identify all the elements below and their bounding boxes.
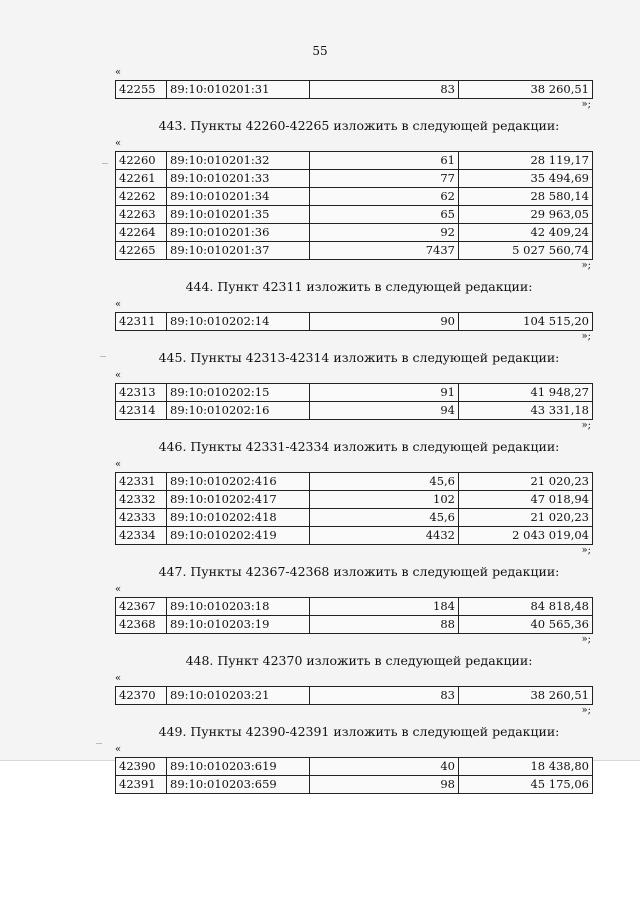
area-cell: 40 <box>310 758 459 776</box>
value-cell: 2 043 019,04 <box>459 527 593 545</box>
value-cell: 28 119,17 <box>459 152 593 170</box>
section-heading: 445. Пункты 42313-42314 изложить в следующей редакции: <box>158 350 560 365</box>
item-number-cell: 42368 <box>116 616 167 634</box>
table-row <box>116 384 593 402</box>
item-number-cell: 42263 <box>116 206 167 224</box>
closing-quote: »; <box>581 260 591 271</box>
cadastral-number-cell: 89:10:010201:32 <box>167 152 310 170</box>
cadastral-number-cell: 89:10:010203:19 <box>167 616 310 634</box>
value-cell: 18 438,80 <box>459 758 593 776</box>
area-cell: 91 <box>310 384 459 402</box>
table-row <box>116 598 593 616</box>
area-cell: 102 <box>310 491 459 509</box>
item-number-cell: 42333 <box>116 509 167 527</box>
amendment-table <box>115 757 593 794</box>
area-cell: 94 <box>310 402 459 420</box>
table-row <box>116 206 593 224</box>
document-body <box>115 66 593 794</box>
value-cell: 41 948,27 <box>459 384 593 402</box>
amendment-table <box>115 151 593 260</box>
area-cell: 62 <box>310 188 459 206</box>
table-row <box>116 687 593 705</box>
item-number-cell: 42260 <box>116 152 167 170</box>
cadastral-number-cell: 89:10:010201:34 <box>167 188 310 206</box>
item-number-cell: 42391 <box>116 776 167 794</box>
item-number-cell: 42311 <box>116 313 167 331</box>
table-row <box>116 152 593 170</box>
item-number-cell: 42314 <box>116 402 167 420</box>
cadastral-number-cell: 89:10:010202:417 <box>167 491 310 509</box>
value-cell: 28 580,14 <box>459 188 593 206</box>
amendment-table <box>115 80 593 99</box>
amendment-table <box>115 686 593 705</box>
item-number-cell: 42390 <box>116 758 167 776</box>
closing-quote: »; <box>581 420 591 431</box>
opening-quote: « <box>115 67 122 78</box>
value-cell: 104 515,20 <box>459 313 593 331</box>
table-row <box>116 616 593 634</box>
value-cell: 29 963,05 <box>459 206 593 224</box>
area-cell: 98 <box>310 776 459 794</box>
cadastral-number-cell: 89:10:010203:18 <box>167 598 310 616</box>
margin-mark <box>102 163 108 164</box>
amendment-table <box>115 383 593 420</box>
opening-quote: « <box>115 138 122 149</box>
area-cell: 45,6 <box>310 509 459 527</box>
area-cell: 184 <box>310 598 459 616</box>
item-number-cell: 42367 <box>116 598 167 616</box>
area-cell: 88 <box>310 616 459 634</box>
cadastral-number-cell: 89:10:010202:418 <box>167 509 310 527</box>
value-cell: 35 494,69 <box>459 170 593 188</box>
opening-quote: « <box>115 673 122 684</box>
table-row <box>116 81 593 99</box>
cadastral-number-cell: 89:10:010201:36 <box>167 224 310 242</box>
closing-quote: »; <box>581 331 591 342</box>
table-row <box>116 188 593 206</box>
cadastral-number-cell: 89:10:010203:21 <box>167 687 310 705</box>
amendment-table <box>115 312 593 331</box>
margin-mark <box>100 356 106 357</box>
area-cell: 61 <box>310 152 459 170</box>
cadastral-number-cell: 89:10:010201:31 <box>167 81 310 99</box>
closing-quote: »; <box>581 99 591 110</box>
cadastral-number-cell: 89:10:010202:14 <box>167 313 310 331</box>
item-number-cell: 42313 <box>116 384 167 402</box>
cadastral-number-cell: 89:10:010201:37 <box>167 242 310 260</box>
page-number: 55 <box>312 44 328 58</box>
table-row <box>116 224 593 242</box>
cadastral-number-cell: 89:10:010202:15 <box>167 384 310 402</box>
value-cell: 40 565,36 <box>459 616 593 634</box>
section-heading: 443. Пункты 42260-42265 изложить в следующей редакции: <box>158 118 560 133</box>
table-row <box>116 170 593 188</box>
closing-quote: »; <box>581 705 591 716</box>
area-cell: 90 <box>310 313 459 331</box>
item-number-cell: 42370 <box>116 687 167 705</box>
table-row <box>116 242 593 260</box>
cadastral-number-cell: 89:10:010202:16 <box>167 402 310 420</box>
section-heading: 448. Пункт 42370 изложить в следующей редакции: <box>185 653 533 668</box>
area-cell: 7437 <box>310 242 459 260</box>
value-cell: 5 027 560,74 <box>459 242 593 260</box>
value-cell: 21 020,23 <box>459 509 593 527</box>
cadastral-number-cell: 89:10:010203:659 <box>167 776 310 794</box>
value-cell: 38 260,51 <box>459 687 593 705</box>
opening-quote: « <box>115 744 122 755</box>
value-cell: 47 018,94 <box>459 491 593 509</box>
area-cell: 4432 <box>310 527 459 545</box>
section-heading: 446. Пункты 42331-42334 изложить в следующей редакции: <box>158 439 560 454</box>
value-cell: 45 175,06 <box>459 776 593 794</box>
table-row <box>116 509 593 527</box>
table-row <box>116 758 593 776</box>
item-number-cell: 42255 <box>116 81 167 99</box>
table-row <box>116 491 593 509</box>
item-number-cell: 42262 <box>116 188 167 206</box>
value-cell: 21 020,23 <box>459 473 593 491</box>
closing-quote: »; <box>581 634 591 645</box>
amendment-table <box>115 472 593 545</box>
value-cell: 43 331,18 <box>459 402 593 420</box>
area-cell: 83 <box>310 81 459 99</box>
cadastral-number-cell: 89:10:010203:619 <box>167 758 310 776</box>
item-number-cell: 42264 <box>116 224 167 242</box>
value-cell: 38 260,51 <box>459 81 593 99</box>
area-cell: 92 <box>310 224 459 242</box>
table-row <box>116 527 593 545</box>
item-number-cell: 42332 <box>116 491 167 509</box>
table-row <box>116 402 593 420</box>
cadastral-number-cell: 89:10:010202:416 <box>167 473 310 491</box>
section-heading: 447. Пункты 42367-42368 изложить в следующей редакции: <box>158 564 560 579</box>
table-row <box>116 473 593 491</box>
item-number-cell: 42334 <box>116 527 167 545</box>
margin-mark <box>96 743 102 744</box>
value-cell: 84 818,48 <box>459 598 593 616</box>
area-cell: 65 <box>310 206 459 224</box>
section-heading: 449. Пункты 42390-42391 изложить в следующей редакции: <box>158 724 560 739</box>
item-number-cell: 42261 <box>116 170 167 188</box>
table-row <box>116 776 593 794</box>
opening-quote: « <box>115 370 122 381</box>
table-row <box>116 313 593 331</box>
amendment-table <box>115 597 593 634</box>
area-cell: 83 <box>310 687 459 705</box>
area-cell: 77 <box>310 170 459 188</box>
cadastral-number-cell: 89:10:010201:35 <box>167 206 310 224</box>
value-cell: 42 409,24 <box>459 224 593 242</box>
item-number-cell: 42331 <box>116 473 167 491</box>
area-cell: 45,6 <box>310 473 459 491</box>
opening-quote: « <box>115 584 122 595</box>
opening-quote: « <box>115 299 122 310</box>
cadastral-number-cell: 89:10:010201:33 <box>167 170 310 188</box>
item-number-cell: 42265 <box>116 242 167 260</box>
cadastral-number-cell: 89:10:010202:419 <box>167 527 310 545</box>
section-heading: 444. Пункт 42311 изложить в следующей редакции: <box>185 279 533 294</box>
opening-quote: « <box>115 459 122 470</box>
closing-quote: »; <box>581 545 591 556</box>
